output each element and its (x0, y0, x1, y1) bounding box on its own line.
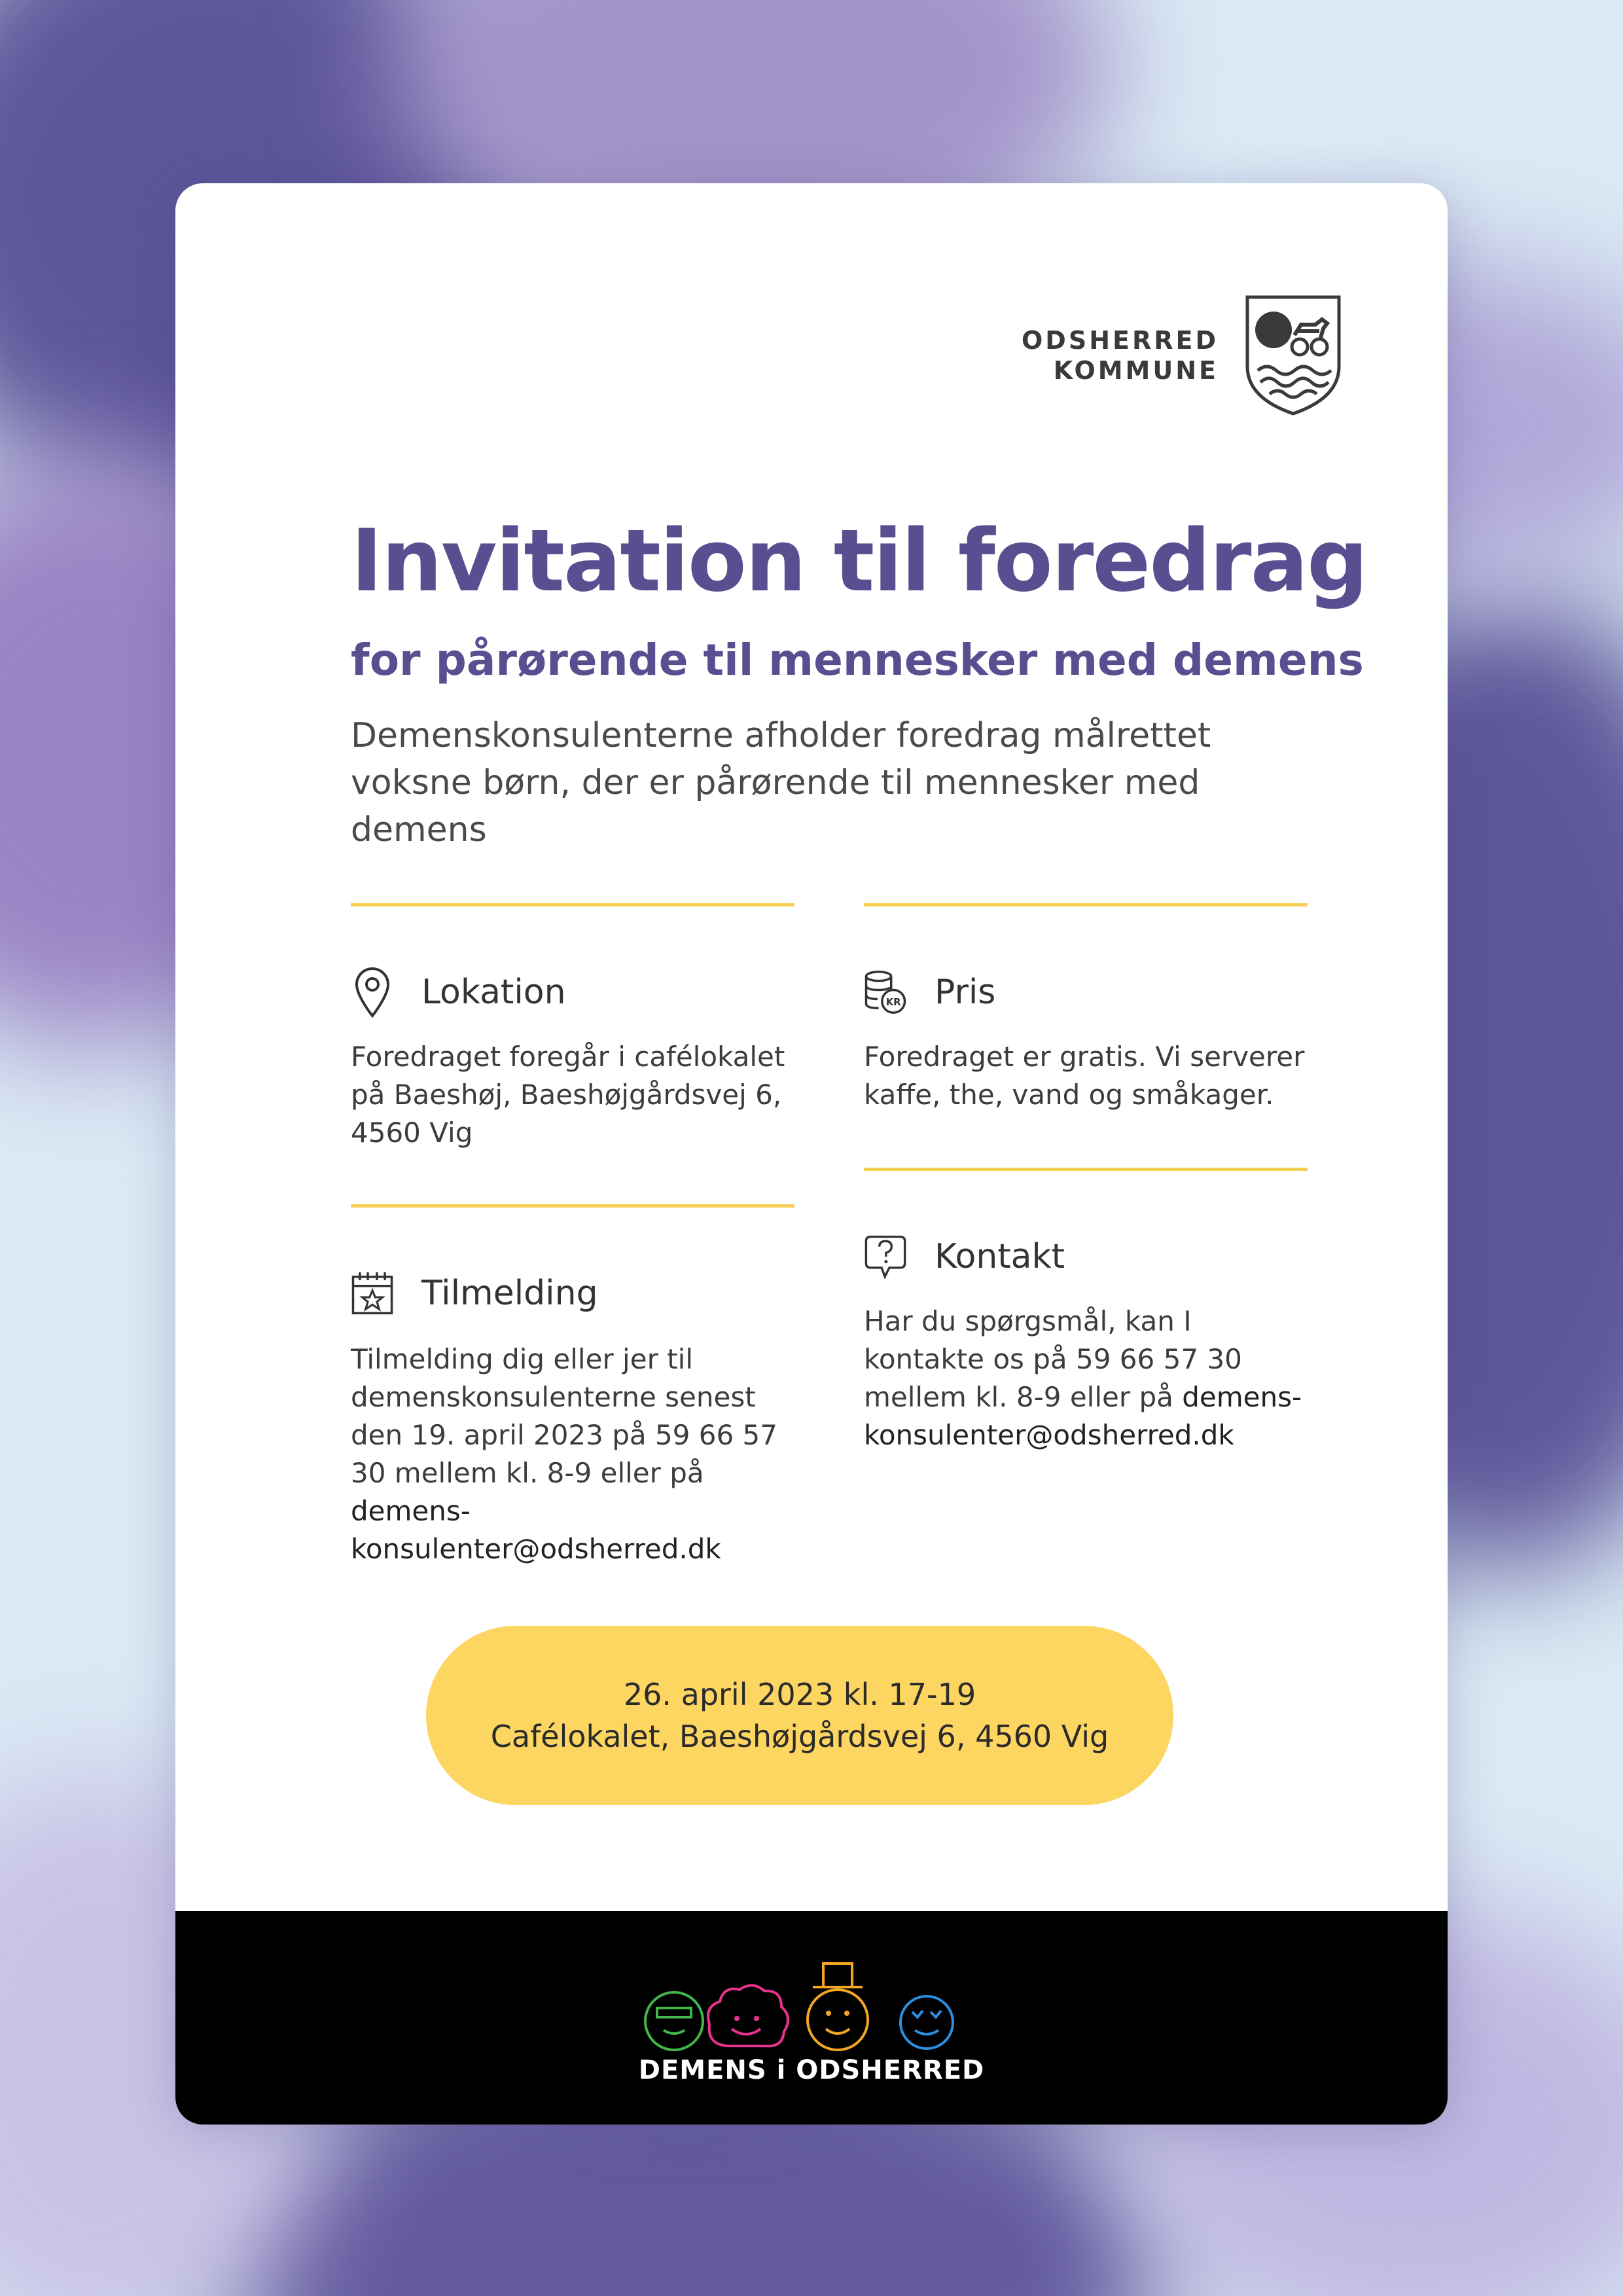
section-pris-title: Pris (935, 973, 996, 1012)
event-place: Cafélokalet, Baeshøjgårdsvej 6, 4560 Vig (490, 1719, 1109, 1754)
kommune-name-line2: KOMMUNE (1053, 356, 1219, 385)
event-info-pill (426, 1626, 1173, 1805)
kommune-name-line1: ODSHERRED (1022, 326, 1219, 355)
divider-pris (864, 903, 1308, 906)
tilmelding-email-link[interactable]: demens-konsulenter@odsherred.dk (351, 1495, 721, 1565)
section-tilmelding-header (351, 1267, 598, 1319)
location-pin-icon (353, 966, 391, 1018)
kommune-logo (1022, 293, 1343, 418)
section-pris-header (864, 966, 995, 1018)
section-lokation-header (351, 966, 566, 1018)
section-tilmelding-text: Tilmelding dig eller jer til demenskonsulenterne senest den 19. april 2023 på 59 66 57 30 mellem kl. 8-9 eller på (351, 1343, 777, 1489)
svg-text:KR: KR (885, 996, 901, 1008)
section-tilmelding-title: Tilmelding (421, 1274, 598, 1313)
footer-bar (175, 1911, 1448, 2125)
invitation-card (175, 183, 1448, 2125)
page-subtitle: for pårørende til mennesker med demens (351, 635, 1364, 685)
section-lokation-title: Lokation (421, 973, 566, 1012)
divider-tilmelding (351, 1204, 794, 1208)
section-tilmelding-body (351, 1340, 796, 1568)
section-kontakt-title: Kontakt (935, 1237, 1065, 1276)
kommune-logo-text (1022, 325, 1219, 386)
question-bubble-icon (864, 1230, 907, 1283)
calendar-star-icon (351, 1268, 394, 1319)
section-kontakt-body (864, 1302, 1309, 1454)
coat-of-arms-icon (1243, 293, 1343, 418)
divider-kontakt (864, 1168, 1308, 1171)
event-date: 26. april 2023 kl. 17-19 (623, 1677, 976, 1712)
section-lokation-body: Foredraget foregår i cafélokalet på Baeshøj, Baeshøjgårdsvej 6, 4560 Vig (351, 1041, 785, 1149)
divider-lokation (351, 903, 794, 906)
intro-text: Demenskonsulenterne afholder foredrag målrettet voksne børn, der er pårørende til mennesker med demens (351, 716, 1211, 850)
footer-logo-text: DEMENS i ODSHERRED (638, 2055, 985, 2085)
kontakt-email-link[interactable]: demens-konsulenter@odsherred.dk (864, 1381, 1302, 1451)
section-pris-body: Foredraget er gratis. Vi serverer kaffe, the, vand og småkager. (864, 1041, 1305, 1111)
section-kontakt-text: Har du spørgsmål, kan I kontakte os på 59 66 57 30 mellem kl. 8-9 eller på (864, 1305, 1242, 1413)
page-title: Invitation til foredrag (351, 511, 1367, 611)
faces-logo-icon (641, 1961, 982, 2053)
section-kontakt-header (864, 1230, 1065, 1283)
coins-icon (864, 966, 907, 1018)
